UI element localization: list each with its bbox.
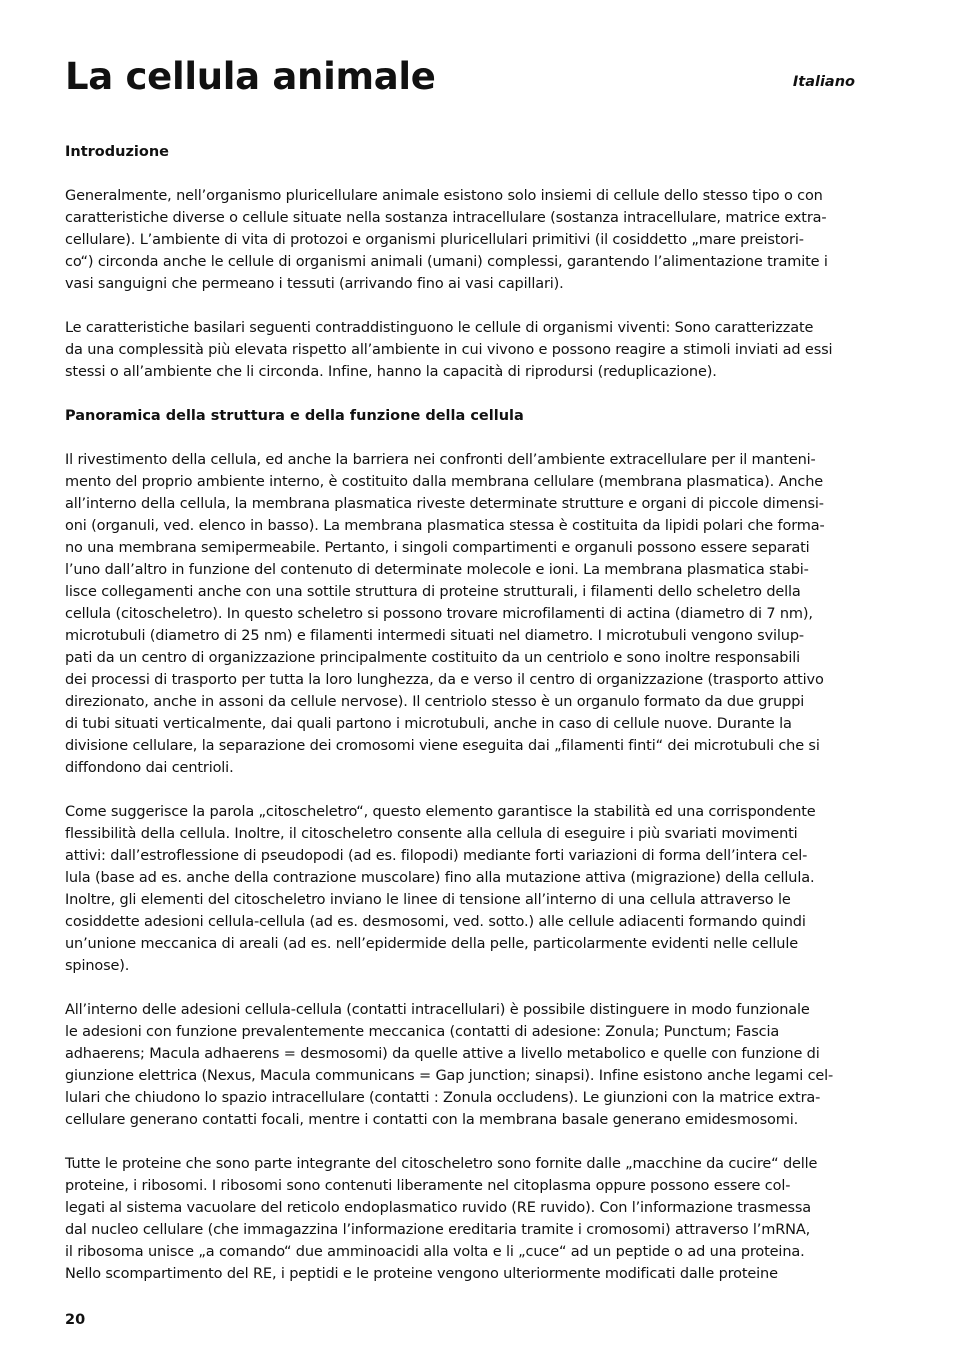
text-line: giunzione elettrica (Nexus, Macula communicans = Gap junction; sinapsi). Infine esistono anche legami cel- — [65, 1068, 834, 1084]
text-line: all’interno della cellula, la membrana plasmatica riveste determinate strutture e organi di piccole dimensi- — [65, 496, 824, 512]
text-line: le adesioni con funzione prevalentemente meccanica (contatti di adesione: Zonula; Punctum; Fascia — [65, 1024, 780, 1040]
text-line: Il rivestimento della cellula, ed anche la barriera nei confronti dell’ambiente extracellulare per il manteni- — [65, 452, 816, 468]
text-line: stessi o all’ambiente che li circonda. Infine, hanno la capacità di riprodursi (reduplicazione). — [65, 364, 717, 380]
text-line: Tutte le proteine che sono parte integrante del citoscheletro sono fornite dalle „macchine da cucire“ delle — [65, 1156, 818, 1172]
text-line: mento del proprio ambiente interno, è costituito dalla membrana cellulare (membrana plasmatica). Anche — [65, 474, 824, 490]
text-line: divisione cellulare, la separazione dei cromosomi viene eseguita dai „filamenti finti“ dei microtubuli che si — [65, 738, 820, 754]
page-title: La cellula animale — [65, 55, 436, 98]
text-line: lisce collegamenti anche con una sottile struttura di proteine strutturali, i filamenti dello scheletro della — [65, 584, 801, 600]
text-line: Nello scompartimento del RE, i peptidi e le proteine vengono ulteriormente modificati dalle proteine — [65, 1266, 778, 1282]
text-line: dei processi di trasporto per tutta la loro lunghezza, da e verso il centro di organizzazione (trasporto attivo — [65, 672, 824, 688]
text-line: adhaerens; Macula adhaerens = desmosomi) da quelle attive a livello metabolico e quelle con funzione di — [65, 1046, 820, 1062]
text-line: pati da un centro di organizzazione principalmente costituito da un centriolo e sono inoltre responsabili — [65, 650, 800, 666]
text-line: attivi: dall’estroflessione di pseudopodi (ad es. filopodi) mediante forti variazioni di forma dell’intera cel- — [65, 848, 808, 864]
text-line: Generalmente, nell’organismo pluricellulare animale esistono solo insiemi di cellule dello stesso tipo o con — [65, 188, 823, 204]
paragraph-spacer — [65, 383, 857, 405]
text-line: proteine, i ribosomi. I ribosomi sono contenuti liberamente nel citoplasma oppure possono essere col- — [65, 1178, 791, 1194]
text-line: spinose). — [65, 958, 130, 974]
text-line: no una membrana semipermeabile. Pertanto, i singoli compartimenti e organuli possono essere separati — [65, 540, 810, 556]
text-line: vasi sanguigni che permeano i tessuti (arrivando fino ai vasi capillari). — [65, 276, 564, 292]
text-line: di tubi situati verticalmente, dai quali partono i microtubuli, anche in caso di cellule nuove. Durante la — [65, 716, 792, 732]
text-line: caratteristiche diverse o cellule situate nella sostanza intracellulare (sostanza intracellulare, matrice extra- — [65, 210, 827, 226]
text-line: diffondono dai centrioli. — [65, 760, 234, 776]
text-line: legati al sistema vacuolare del reticolo endoplasmatico ruvido (RE ruvido). Con l’informazione trasmessa — [65, 1200, 812, 1216]
paragraph — [65, 1153, 857, 1285]
text-line: il ribosoma unisce „a comando“ due amminoacidi alla volta e li „cuce“ ad un peptide o ad una proteina. — [65, 1244, 805, 1260]
text-line: direzionato, anche in assoni da cellule nervose). Il centriolo stesso è un organulo formato da due gruppi — [65, 694, 805, 710]
paragraph — [65, 801, 857, 977]
text-line: lulari che chiudono lo spazio intracellulare (contatti : Zonula occludens). Le giunzioni con la matrice extra- — [65, 1090, 821, 1106]
text-line: cosiddette adesioni cellula-cellula (ad es. desmosomi, ved. sotto.) alle cellule adiacenti formando quindi — [65, 914, 806, 930]
text-line: da una complessità più elevata rispetto all’ambiente in cui vivono e possono reagire a stimoli inviati ad essi — [65, 342, 833, 358]
paragraph-spacer — [65, 977, 857, 999]
paragraph — [65, 185, 857, 295]
language-label: Italiano — [792, 74, 855, 90]
text-line: l’uno dall’altro in funzione del contenuto di determinate molecole e ioni. La membrana plasmatica stabi- — [65, 562, 809, 578]
paragraph-spacer — [65, 427, 857, 449]
text-line: microtubuli (diametro di 25 nm) e filamenti intermedi situati nel diametro. I microtubuli vengono svilup- — [65, 628, 804, 644]
text-line: cellulare). L’ambiente di vita di protozoi e organismi pluricellulari primitivi (il cosiddetto „mare preistori- — [65, 232, 804, 248]
document-body — [65, 141, 857, 1285]
text-line: lula (base ad es. anche della contrazione muscolare) fino alla mutazione attiva (migrazione) della cellula. — [65, 870, 815, 886]
page-number: 20 — [65, 1312, 86, 1328]
text-line: Le caratteristiche basilari seguenti contraddistinguono le cellule di organismi viventi: Sono caratterizzate — [65, 320, 814, 336]
paragraph-spacer — [65, 295, 857, 317]
paragraph — [65, 999, 857, 1131]
text-line: flessibilità della cellula. Inoltre, il citoscheletro consente alla cellula di eseguire i più svariati movimenti — [65, 826, 798, 842]
text-line: Inoltre, gli elementi del citoscheletro inviano le linee di tensione all’interno di una cellula attraverso le — [65, 892, 791, 908]
text-line: co“) circonda anche le cellule di organismi animali (umani) complessi, garantendo l’alimentazione tramite i — [65, 254, 828, 270]
text-line: cellula (citoscheletro). In questo scheletro si possono trovare microfilamenti di actina (diametro di 7 nm), — [65, 606, 813, 622]
text-line: dal nucleo cellulare (che immagazzina l’informazione ereditaria tramite i cromosomi) attraverso l’mRNA, — [65, 1222, 811, 1238]
paragraph-spacer — [65, 779, 857, 801]
paragraph-spacer — [65, 1131, 857, 1153]
paragraph — [65, 317, 857, 383]
paragraph — [65, 449, 857, 779]
page-header — [65, 52, 857, 112]
text-line: All’interno delle adesioni cellula-cellula (contatti intracellulari) è possibile distinguere in modo funzionale — [65, 1002, 810, 1018]
text-line: Come suggerisce la parola „citoscheletro“, questo elemento garantisce la stabilità ed una corrispondente — [65, 804, 816, 820]
section-heading: Introduzione — [65, 144, 169, 160]
text-line: cellulare generano contatti focali, mentre i contatti con la membrana basale generano emidesmosomi. — [65, 1112, 799, 1128]
section-heading: Panoramica della struttura e della funzione della cellula — [65, 408, 524, 424]
text-line: oni (organuli, ved. elenco in basso). La membrana plasmatica stessa è costituita da lipidi polari che forma- — [65, 518, 825, 534]
paragraph-spacer — [65, 163, 857, 185]
text-line: un’unione meccanica di areali (ad es. nell’epidermide della pelle, particolarmente evidenti nelle cellule — [65, 936, 798, 952]
